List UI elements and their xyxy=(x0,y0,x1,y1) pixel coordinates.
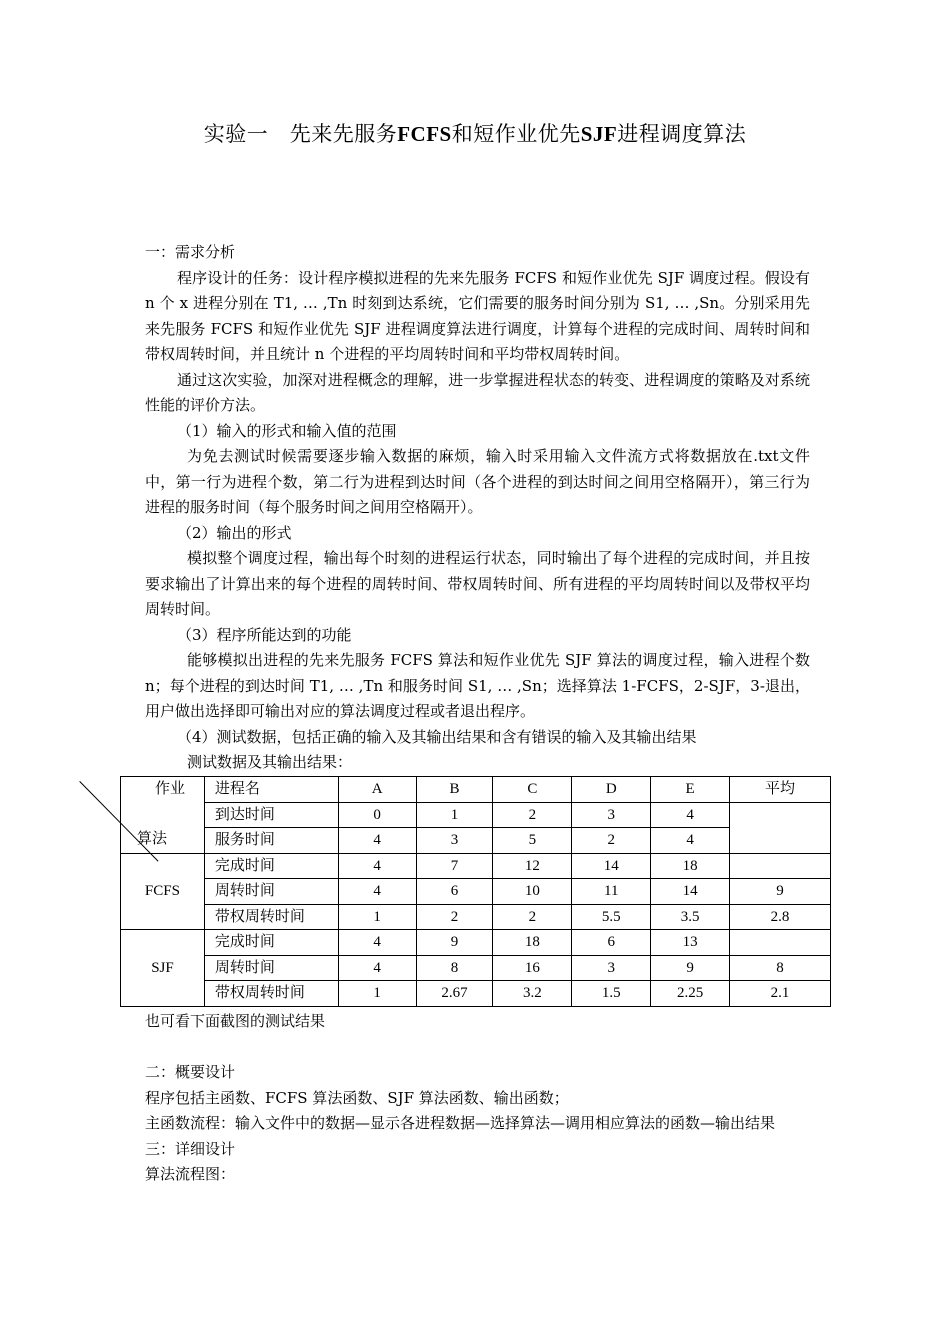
table-cell: 3.5 xyxy=(651,904,730,930)
table-header-cell: A xyxy=(338,777,416,803)
table-cell: 8 xyxy=(416,955,493,981)
paragraph-function: 能够模拟出进程的先来先服务 FCFS 算法和短作业优先 SJF 算法的调度过程，输入进程个数 n；每个进程的到达时间 T1, … ,Tn 和服务时间 S1, … ,Sn；选择算法 1-FCFS，2-SJF，3-退出，用户做出选择即可输出对应的算法调度过程或者退出程序。 xyxy=(145,651,810,720)
table-cell xyxy=(730,930,831,956)
table-cell: 18 xyxy=(651,853,730,879)
section-heading: 一：需求分析 xyxy=(145,243,236,261)
table-row-label: 完成时间 xyxy=(204,930,338,956)
table-cell: 9 xyxy=(730,879,831,905)
table-cell: 5 xyxy=(493,828,572,854)
table-cell: 2.25 xyxy=(651,981,730,1007)
table-row-label: 到达时间 xyxy=(204,802,338,828)
table-cell xyxy=(730,802,831,853)
table-cell: 2.8 xyxy=(730,904,831,930)
table-cell: 9 xyxy=(416,930,493,956)
table-row-label: 完成时间 xyxy=(204,853,338,879)
table-cell: 4 xyxy=(338,955,416,981)
table-row xyxy=(121,802,831,828)
table-cell: 1 xyxy=(416,802,493,828)
table-cell: 6 xyxy=(416,879,493,905)
table-row xyxy=(121,777,831,803)
table-cell: 12 xyxy=(493,853,572,879)
table-header-cell: E xyxy=(651,777,730,803)
title-sjf: SJF xyxy=(580,122,618,146)
table-cell: 4 xyxy=(338,828,416,854)
table-header-cell: 平均 xyxy=(730,777,831,803)
table-row xyxy=(121,828,831,854)
table-cell: 0 xyxy=(338,802,416,828)
paragraph-output: 模拟整个调度过程，输出每个时刻的进程运行状态，同时输出了每个进程的完成时间，并且按要求输出了计算出来的每个进程的周转时间、带权周转时间、所有进程的平均周转时间以及带权平均周转时间。 xyxy=(145,549,810,618)
blank-line xyxy=(145,1035,810,1061)
table-row xyxy=(121,853,831,879)
section-heading: 三：详细设计 xyxy=(145,1139,236,1158)
table-row-label: 服务时间 xyxy=(204,828,338,854)
subsection-title-testdata: （4）测试数据，包括正确的输入及其输出结果和含有错误的输入及其输出结果 xyxy=(177,727,697,746)
table-header-cell: C xyxy=(493,777,572,803)
table-cell: 2 xyxy=(572,828,651,854)
table-cell: 1.5 xyxy=(572,981,651,1007)
table-cell: 9 xyxy=(651,955,730,981)
corner-header-cell xyxy=(121,777,205,854)
table-cell: 10 xyxy=(493,879,572,905)
section-after-table xyxy=(145,1009,810,1188)
table-cell: 2 xyxy=(416,904,493,930)
table-cell: 3 xyxy=(572,802,651,828)
table-cell: 2 xyxy=(493,802,572,828)
table-row xyxy=(121,904,831,930)
table-cell: 8 xyxy=(730,955,831,981)
table-cell: 11 xyxy=(572,879,651,905)
table-cell: 1 xyxy=(338,904,416,930)
section-heading: 二：概要设计 xyxy=(145,1063,236,1081)
algorithm-label-sjf: SJF xyxy=(121,930,205,1007)
paragraph-input: 为免去测试时候需要逐步输入数据的麻烦，输入时采用输入文件流方式将数据放在.txt文件中，第一行为进程个数，第二行为进程到达时间（各个进程的到达时间之间用空格隔开），第三行为进程的服务时间（每个服务时间之间用空格隔开）。 xyxy=(145,447,810,516)
table-cell: 1 xyxy=(338,981,416,1007)
subsection-title-input: （1）输入的形式和输入值的范围 xyxy=(177,421,397,440)
table-note: 也可看下面截图的测试结果 xyxy=(145,1012,326,1030)
table-cell: 4 xyxy=(651,802,730,828)
table-cell: 4 xyxy=(338,879,416,905)
section-requirements xyxy=(145,240,810,776)
table-row xyxy=(121,955,831,981)
table-header-cell: D xyxy=(572,777,651,803)
title-part: 实验一 先来先服务 xyxy=(203,122,398,146)
table-cell: 16 xyxy=(493,955,572,981)
table-cell: 3 xyxy=(416,828,493,854)
table-row-label: 周转时间 xyxy=(204,955,338,981)
table-row xyxy=(121,981,831,1007)
paragraph-testdata: 测试数据及其输出结果： xyxy=(187,753,353,771)
table-cell: 2.1 xyxy=(730,981,831,1007)
paragraph-main-flow: 主函数流程：输入文件中的数据—显示各进程数据—选择算法—调用相应算法的函数—输出结果 xyxy=(145,1114,776,1132)
paragraph-flowchart: 算法流程图： xyxy=(145,1165,236,1183)
table-cell: 4 xyxy=(338,930,416,956)
table-header-cell: 进程名 xyxy=(204,777,338,803)
table-cell: 6 xyxy=(572,930,651,956)
corner-bottom-label: 算法 xyxy=(137,830,168,847)
title-part: 进程调度算法 xyxy=(617,122,747,146)
table-row xyxy=(121,930,831,956)
table-cell: 4 xyxy=(338,853,416,879)
table-cell: 18 xyxy=(493,930,572,956)
table-row xyxy=(121,879,831,905)
table-cell: 14 xyxy=(572,853,651,879)
table-cell xyxy=(730,853,831,879)
table-cell: 7 xyxy=(416,853,493,879)
title-fcfs: FCFS xyxy=(397,122,452,146)
results-table xyxy=(120,776,831,1007)
table-row-label: 周转时间 xyxy=(204,879,338,905)
paragraph-overview: 程序包括主函数、FCFS 算法函数、SJF 算法函数、输出函数； xyxy=(145,1088,569,1107)
table-cell: 5.5 xyxy=(572,904,651,930)
page-title xyxy=(0,118,950,148)
title-part: 和短作业优先 xyxy=(451,122,581,146)
table-cell: 2.67 xyxy=(416,981,493,1007)
subsection-title-function: （3）程序所能达到的功能 xyxy=(177,625,352,644)
table-header-cell: B xyxy=(416,777,493,803)
table-cell: 2 xyxy=(493,904,572,930)
algorithm-label-fcfs: FCFS xyxy=(121,853,205,930)
table-cell: 4 xyxy=(651,828,730,854)
table-row-label: 带权周转时间 xyxy=(204,904,338,930)
table-cell: 3.2 xyxy=(493,981,572,1007)
subsection-title-output: （2）输出的形式 xyxy=(177,523,292,542)
paragraph-task: 程序设计的任务：设计程序模拟进程的先来先服务 FCFS 和短作业优先 SJF 调度过程。假设有 n 个 x 进程分别在 T1, … ,Tn 时刻到达系统，它们需要的服务时间分别为 S1, … ,Sn。分别采用先来先服务 FCFS 和短作业优先 SJF 进程调度算法进行调度，计算每个进程的完成时间、周转时间和带权周转时间，并且统计 n 个进程的平均周转时间和平均带权周转时间。 xyxy=(145,268,810,363)
table-cell: 13 xyxy=(651,930,730,956)
table-cell: 14 xyxy=(651,879,730,905)
corner-top-label: 作业 xyxy=(155,781,186,797)
table-row-label: 带权周转时间 xyxy=(204,981,338,1007)
table-cell: 3 xyxy=(572,955,651,981)
paragraph-purpose: 通过这次实验，加深对进程概念的理解，进一步掌握进程状态的转变、进程调度的策略及对系统性能的评价方法。 xyxy=(145,370,810,414)
